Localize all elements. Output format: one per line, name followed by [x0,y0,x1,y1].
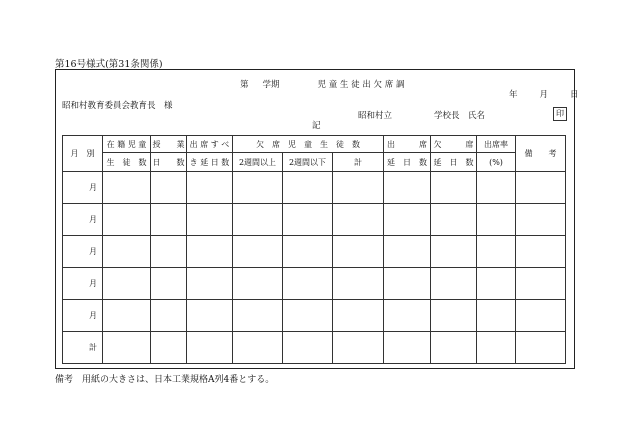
enrolled-header-1: 在 籍 児 童 [103,136,151,153]
table-cell[interactable] [477,204,516,236]
month-header: 月 別 [63,136,103,172]
table-cell[interactable] [431,172,477,204]
table-cell[interactable] [187,204,233,236]
title-part-2: 学期 [262,80,280,90]
table-cell[interactable] [477,332,516,364]
table-cell[interactable] [516,332,566,364]
absence-days-header-1: 欠 席 [431,136,477,153]
ki-label: 記 [312,121,321,131]
row-label: 月 [63,300,103,332]
table-row [63,236,566,268]
table-cell[interactable] [477,268,516,300]
date-month: 月 [539,90,549,100]
table-cell[interactable] [283,204,333,236]
enrolled-header-2: 生 徒 数 [103,153,151,172]
table-cell[interactable] [333,332,384,364]
table-cell[interactable] [477,300,516,332]
class-days-header-1: 授 業 [151,136,187,153]
table-cell[interactable] [187,300,233,332]
total-row [63,332,566,364]
table-cell[interactable] [516,268,566,300]
table-cell[interactable] [384,332,431,364]
table-cell[interactable] [151,172,187,204]
date-day: 日 [570,90,579,100]
table-cell[interactable] [233,236,283,268]
absent-under-2-weeks-header: 2週間以下 [283,153,333,172]
table-cell[interactable] [151,236,187,268]
total-attendance-header-2: き 延 日 数 [187,153,233,172]
rate-header-2: (%) [477,153,516,172]
table-cell[interactable] [384,204,431,236]
rate-header-1: 出席率 [477,136,516,153]
table-cell[interactable] [333,236,384,268]
row-label: 月 [63,236,103,268]
table-cell[interactable] [431,268,477,300]
table-cell[interactable] [384,172,431,204]
absent-group-header: 欠 席 児 童 生 徒 数 [233,136,384,153]
table-cell[interactable] [103,300,151,332]
table-cell[interactable] [384,236,431,268]
addressee: 昭和村教育委員会教育長 様 [62,101,173,111]
table-cell[interactable] [233,172,283,204]
title-part-3: 児 童 生 徒 出 欠 席 調 [317,80,405,90]
table-cell[interactable] [283,332,333,364]
table-cell[interactable] [233,300,283,332]
absence-days-header-2: 延 日 数 [431,153,477,172]
table-row [63,300,566,332]
table-cell[interactable] [431,236,477,268]
table-cell[interactable] [384,300,431,332]
table-cell[interactable] [333,268,384,300]
table-cell[interactable] [283,300,333,332]
table-cell[interactable] [187,332,233,364]
seal-mark: 印 [553,107,567,121]
school-village: 昭和村立 [358,111,393,121]
class-days-header-2: 日 数 [151,153,187,172]
row-label-total: 計 [63,332,103,364]
table-cell[interactable] [103,204,151,236]
footnote: 備考 用紙の大きさは、日本工業規格A列4番とする。 [55,375,275,385]
table-cell[interactable] [187,268,233,300]
table-cell[interactable] [516,172,566,204]
date-line [509,88,579,100]
row-label: 月 [63,172,103,204]
row-label: 月 [63,204,103,236]
table-cell[interactable] [516,204,566,236]
table-cell[interactable] [384,268,431,300]
table-cell[interactable] [151,300,187,332]
table-cell[interactable] [477,236,516,268]
table-cell[interactable] [333,300,384,332]
table-cell[interactable] [233,332,283,364]
table-cell[interactable] [516,300,566,332]
header-row-2 [63,153,566,172]
table-row [63,172,566,204]
table-cell[interactable] [103,332,151,364]
absent-over-2-weeks-header: 2週間以上 [233,153,283,172]
form-number: 第16号様式(第31条関係) [55,59,163,70]
table-cell[interactable] [151,332,187,364]
attendance-days-header-2: 延 日 数 [384,153,431,172]
table-cell[interactable] [151,268,187,300]
principal-name-label: 学校長 氏名 [434,111,486,121]
table-cell[interactable] [233,268,283,300]
table-cell[interactable] [431,204,477,236]
attendance-table [62,135,566,364]
table-cell[interactable] [187,236,233,268]
form-title [240,78,404,90]
table-cell[interactable] [151,204,187,236]
remarks-header: 備 考 [516,136,566,172]
table-cell[interactable] [103,236,151,268]
table-row [63,204,566,236]
table-cell[interactable] [516,236,566,268]
table-row [63,268,566,300]
absent-total-header: 計 [333,153,384,172]
table-cell[interactable] [333,172,384,204]
table-cell[interactable] [431,300,477,332]
row-label: 月 [63,268,103,300]
table-cell[interactable] [431,332,477,364]
table-cell[interactable] [283,172,333,204]
header-row-1 [63,136,566,153]
table-cell[interactable] [103,172,151,204]
table-cell[interactable] [283,236,333,268]
table-cell[interactable] [233,204,283,236]
date-year: 年 [509,90,518,100]
table-cell[interactable] [187,172,233,204]
title-part-1: 第 [240,80,249,90]
total-attendance-header-1: 出 席 す べ [187,136,233,153]
table-cell[interactable] [283,268,333,300]
table-cell[interactable] [477,172,516,204]
table-cell[interactable] [333,204,384,236]
attendance-days-header-1: 出 席 [384,136,431,153]
school-line [358,109,485,121]
table-cell[interactable] [103,268,151,300]
